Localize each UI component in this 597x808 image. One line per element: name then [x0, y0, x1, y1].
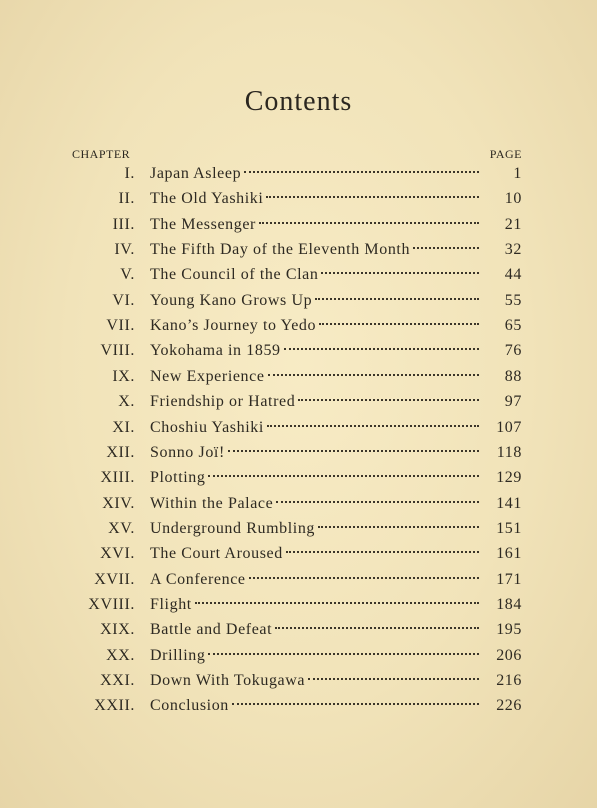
- chapter-title: Battle and Defeat: [150, 621, 273, 638]
- chapter-number: V.: [120, 266, 135, 283]
- dot-leader: [267, 425, 479, 427]
- page-number: 32: [504, 241, 522, 258]
- chapter-number: IX.: [112, 368, 135, 385]
- page-number: 88: [504, 368, 522, 385]
- toc-entry: [0, 516, 597, 541]
- page-column-header: PAGE: [489, 147, 522, 161]
- page-number: 21: [504, 216, 522, 233]
- page-number: 151: [496, 520, 522, 537]
- chapter-column-header: CHAPTER: [72, 147, 131, 161]
- chapter-title: Plotting: [150, 469, 206, 486]
- chapter-number: XXII.: [94, 697, 135, 714]
- page-number: 161: [496, 545, 522, 562]
- toc-entry: [0, 212, 597, 237]
- chapter-number: III.: [112, 216, 135, 233]
- chapter-entry: [150, 237, 481, 262]
- toc-entry: [0, 186, 597, 211]
- toc-entry: [0, 415, 597, 440]
- chapter-entry: [150, 617, 481, 642]
- chapter-entry: [150, 541, 481, 566]
- chapter-entry: [150, 668, 481, 693]
- dot-leader: [208, 475, 479, 477]
- page-number: 184: [496, 596, 522, 613]
- dot-leader: [268, 374, 479, 376]
- chapter-title: Yokohama in 1859: [150, 342, 281, 359]
- page-number: 226: [496, 697, 522, 714]
- toc-entry: [0, 567, 597, 592]
- toc-entry: [0, 313, 597, 338]
- chapter-number: XVIII.: [88, 596, 135, 613]
- toc-entry: [0, 541, 597, 566]
- page-number: 171: [496, 571, 522, 588]
- chapter-entry: [150, 643, 481, 668]
- chapter-entry: [150, 440, 481, 465]
- chapter-title: The Fifth Day of the Eleventh Month: [150, 241, 411, 258]
- page-number: 206: [496, 647, 522, 664]
- chapter-title: Conclusion: [150, 697, 229, 714]
- chapter-title: Japan Asleep: [150, 165, 242, 182]
- dot-leader: [259, 222, 479, 224]
- chapter-entry: [150, 592, 481, 617]
- chapter-title: The Messenger: [150, 216, 256, 233]
- toc-entry: [0, 617, 597, 642]
- toc-entry: [0, 693, 597, 718]
- chapter-entry: [150, 313, 481, 338]
- toc-entry: [0, 668, 597, 693]
- chapter-entry: [150, 161, 481, 186]
- toc-entry: [0, 389, 597, 414]
- chapter-number: XVII.: [94, 571, 135, 588]
- page-number: 97: [504, 393, 522, 410]
- page-number: 195: [496, 621, 522, 638]
- chapter-entry: [150, 288, 481, 313]
- dot-leader: [208, 653, 479, 655]
- chapter-title: Sonno Joï!: [150, 444, 225, 461]
- chapter-entry: [150, 186, 481, 211]
- chapter-title: Friendship or Hatred: [150, 393, 296, 410]
- dot-leader: [315, 298, 479, 300]
- chapter-entry: [150, 389, 481, 414]
- chapter-number: XXI.: [100, 672, 135, 689]
- toc-entry: [0, 288, 597, 313]
- chapter-number: XX.: [106, 647, 135, 664]
- page-number: 44: [504, 266, 522, 283]
- toc-entry: [0, 491, 597, 516]
- chapter-entry: [150, 212, 481, 237]
- chapter-title: Underground Rumbling: [150, 520, 316, 537]
- dot-leader: [276, 501, 479, 503]
- dot-leader: [244, 171, 479, 173]
- chapter-title: Kano’s Journey to Yedo: [150, 317, 317, 334]
- chapter-entry: [150, 364, 481, 389]
- chapter-entry: [150, 262, 481, 287]
- toc-entry: [0, 592, 597, 617]
- dot-leader: [298, 399, 479, 401]
- dot-leader: [413, 247, 479, 249]
- chapter-number: XVI.: [100, 545, 135, 562]
- chapter-title: Within the Palace: [150, 495, 274, 512]
- chapter-number: I.: [124, 165, 135, 182]
- page-number: 1: [513, 165, 522, 182]
- chapter-title: New Experience: [150, 368, 265, 385]
- chapter-entry: [150, 491, 481, 516]
- toc-entry: [0, 465, 597, 490]
- chapter-number: VI.: [112, 292, 135, 309]
- page-number: 10: [504, 190, 522, 207]
- chapter-title: Choshiu Yashiki: [150, 419, 264, 436]
- toc-entry: [0, 643, 597, 668]
- chapter-number: XIV.: [102, 495, 135, 512]
- dot-leader: [284, 348, 479, 350]
- toc-entry: [0, 161, 597, 186]
- chapter-number: XV.: [108, 520, 135, 537]
- chapter-number: XII.: [106, 444, 135, 461]
- dot-leader: [275, 627, 479, 629]
- toc-entry: [0, 338, 597, 363]
- dot-leader: [232, 703, 479, 705]
- chapter-title: Down With Tokugawa: [150, 672, 306, 689]
- chapter-title: The Old Yashiki: [150, 190, 264, 207]
- dot-leader: [195, 602, 479, 604]
- page-number: 65: [504, 317, 522, 334]
- dot-leader: [249, 577, 479, 579]
- page-title: Contents: [244, 86, 353, 117]
- chapter-title: The Court Aroused: [150, 545, 283, 562]
- chapter-title: Drilling: [150, 647, 206, 664]
- page-number: 129: [496, 469, 522, 486]
- toc-entry: [0, 262, 597, 287]
- chapter-title: A Conference: [150, 571, 246, 588]
- chapter-number: XI.: [112, 419, 135, 436]
- chapter-number: VII.: [106, 317, 135, 334]
- page-number: 107: [496, 419, 522, 436]
- dot-leader: [321, 272, 479, 274]
- chapter-number: IV.: [114, 241, 135, 258]
- chapter-number: II.: [118, 190, 135, 207]
- dot-leader: [266, 196, 479, 198]
- chapter-entry: [150, 693, 481, 718]
- chapter-entry: [150, 465, 481, 490]
- dot-leader: [228, 450, 479, 452]
- page-number: 216: [496, 672, 522, 689]
- chapter-number: XIII.: [100, 469, 135, 486]
- toc-entry: [0, 237, 597, 262]
- dot-leader: [319, 323, 479, 325]
- chapter-entry: [150, 338, 481, 363]
- chapter-entry: [150, 415, 481, 440]
- chapter-number: XIX.: [100, 621, 135, 638]
- dot-leader: [318, 526, 479, 528]
- dot-leader: [286, 551, 479, 553]
- toc-entry: [0, 364, 597, 389]
- page-number: 118: [496, 444, 522, 461]
- page-number: 141: [496, 495, 522, 512]
- chapter-entry: [150, 567, 481, 592]
- chapter-title: Flight: [150, 596, 192, 613]
- page-number: 55: [504, 292, 522, 309]
- chapter-entry: [150, 516, 481, 541]
- chapter-number: X.: [118, 393, 135, 410]
- dot-leader: [308, 678, 479, 680]
- chapter-number: VIII.: [100, 342, 135, 359]
- chapter-title: The Council of the Clan: [150, 266, 319, 283]
- page-number: 76: [504, 342, 522, 359]
- toc-entry: [0, 440, 597, 465]
- chapter-title: Young Kano Grows Up: [150, 292, 313, 309]
